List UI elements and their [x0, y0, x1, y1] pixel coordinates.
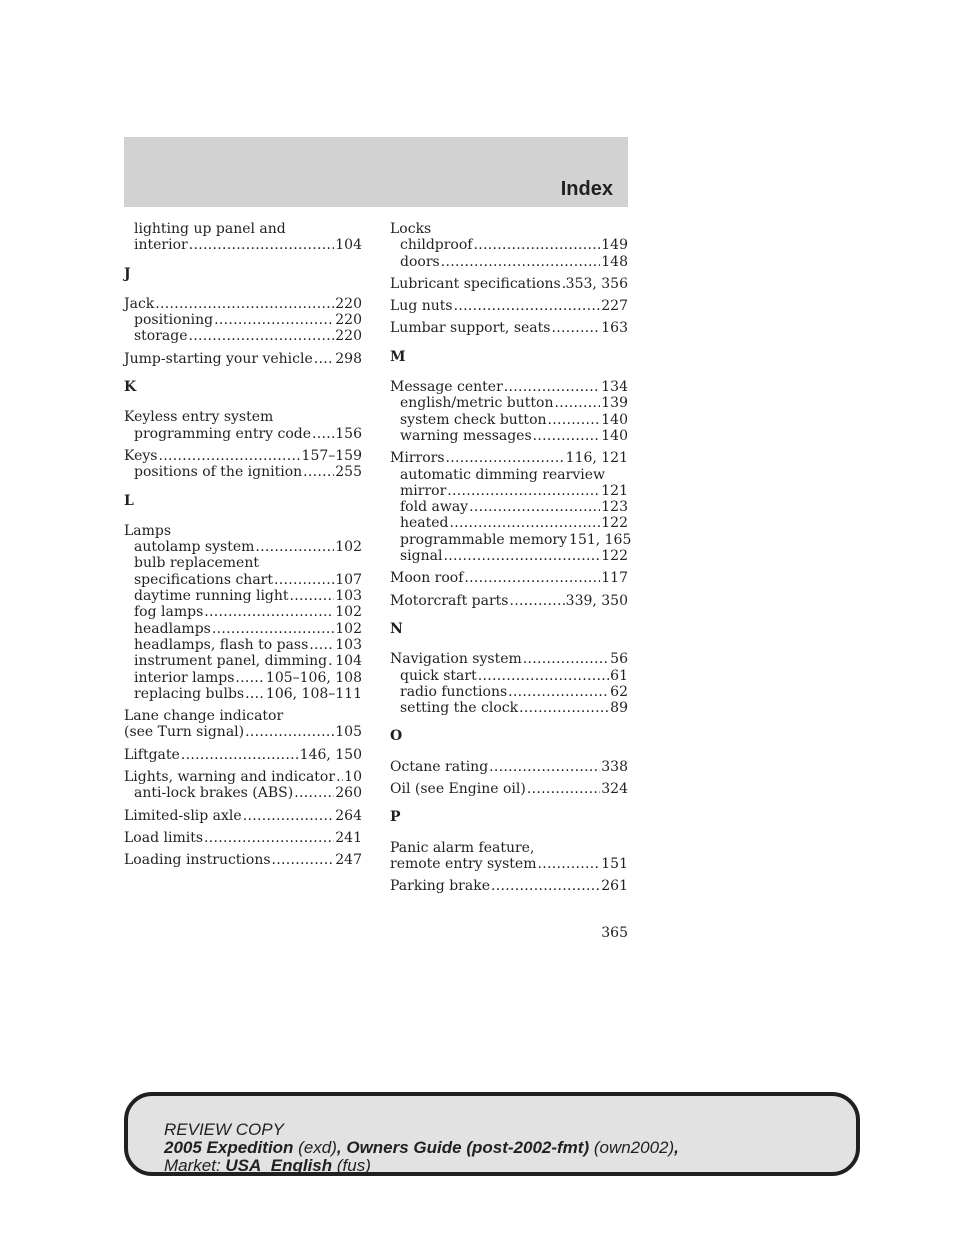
index-subentry-line — [124, 604, 362, 620]
index-entry-line — [124, 523, 362, 539]
leader-dots — [328, 653, 334, 669]
page-reference: 247 — [335, 852, 362, 869]
entry-text: interior lamps — [134, 669, 235, 686]
leader-dots — [290, 588, 335, 604]
index-subentry-line — [390, 483, 628, 499]
page-reference: 104 — [335, 653, 362, 670]
entry-text: warning messages — [400, 427, 532, 444]
entry-text: Mirrors — [390, 450, 445, 467]
leader-dots — [509, 593, 564, 609]
index-entry — [390, 570, 628, 586]
leader-dots — [309, 637, 334, 653]
leader-dots — [469, 499, 600, 515]
index-letter-heading: N — [390, 620, 403, 637]
index-subentry-line — [390, 700, 628, 716]
leader-dots — [204, 604, 334, 620]
entry-text: quick start — [400, 667, 477, 684]
header-band — [124, 137, 628, 207]
index-letter-heading: O — [390, 728, 403, 745]
leader-dots — [336, 769, 343, 785]
page-reference: 121 — [601, 482, 628, 499]
page-reference: 324 — [601, 781, 628, 798]
index-entry — [390, 276, 628, 292]
entry-text: Lumbar support, seats — [390, 320, 551, 337]
index-subentry-line — [124, 464, 362, 480]
index-entry-line — [390, 593, 628, 609]
page-reference: 227 — [601, 298, 628, 315]
leader-dots — [243, 808, 335, 824]
index-entry-line — [390, 450, 628, 466]
leader-dots — [454, 298, 601, 314]
index-entry-line — [124, 747, 362, 763]
page-reference: 107 — [335, 571, 362, 588]
page-reference: 220 — [335, 328, 362, 345]
page-title: Index — [560, 178, 613, 200]
review-copy-footer — [124, 1092, 860, 1176]
leader-dots — [508, 684, 609, 700]
footer-document-line — [164, 1139, 679, 1157]
index-entry — [390, 840, 628, 873]
index-entry-line — [124, 708, 362, 724]
leader-dots — [527, 781, 600, 797]
entry-text: setting the clock — [400, 700, 519, 717]
index-subentry-line — [124, 670, 362, 686]
index-subentry-line — [124, 621, 362, 637]
leader-dots — [189, 328, 335, 344]
page-reference: 61 — [610, 667, 628, 684]
index-subentry-line — [124, 572, 362, 588]
entry-text: replacing bulbs — [134, 685, 245, 702]
leader-dots — [548, 412, 601, 428]
page-reference: 140 — [601, 411, 628, 428]
page-reference: 102 — [335, 604, 362, 621]
leader-dots — [214, 312, 334, 328]
leader-dots — [212, 621, 334, 637]
entry-text: lighting up panel and — [134, 221, 286, 237]
index-subentry-line — [124, 312, 362, 328]
page-reference: 103 — [335, 636, 362, 653]
leader-dots — [274, 572, 334, 588]
entry-text: radio functions — [400, 683, 508, 700]
index-entry — [390, 221, 628, 270]
index-letter-heading: K — [124, 379, 137, 396]
entry-text: Keyless entry system — [124, 409, 274, 426]
index-subentry-line — [124, 785, 362, 801]
page-reference: 151 — [601, 855, 628, 872]
index-subentry-line — [124, 555, 362, 571]
index-entry — [390, 759, 628, 775]
page-reference: 264 — [335, 807, 362, 824]
footer-guide: , Owners Guide (post-2002-fmt) — [336, 1138, 590, 1157]
index-entry — [124, 221, 362, 254]
leader-dots — [235, 670, 265, 686]
leader-dots — [519, 700, 609, 716]
entry-text: Limited-slip axle — [124, 807, 242, 824]
entry-text: positioning — [134, 312, 214, 329]
index-entry — [124, 769, 362, 802]
index-entry — [390, 298, 628, 314]
index-subentry-line — [124, 221, 362, 237]
leader-dots — [255, 539, 334, 555]
entry-text: bulb replacement — [134, 555, 259, 572]
footer-comma: , — [674, 1138, 679, 1157]
index-entry-line — [390, 276, 628, 292]
leader-dots — [272, 852, 335, 868]
entry-text: Lights, warning and indicator — [124, 769, 336, 786]
index-entry-line — [124, 830, 362, 846]
entry-text: (see Turn signal) — [124, 724, 245, 741]
page-reference: 89 — [610, 700, 628, 717]
leader-dots — [189, 237, 335, 253]
index-subentry-line — [390, 684, 628, 700]
entry-text: Moon roof — [390, 570, 464, 587]
index-entry-line — [124, 296, 362, 312]
index-entry — [124, 830, 362, 846]
page-reference: 105–106, 108 — [265, 669, 362, 686]
entry-text: mirror — [400, 482, 447, 499]
entry-text: english/metric button — [400, 395, 554, 412]
leader-dots — [450, 515, 601, 531]
index-entry — [124, 747, 362, 763]
entry-text: Load limits — [124, 829, 204, 846]
index-subentry-line — [390, 531, 632, 548]
entry-text: specifications chart — [134, 571, 273, 588]
index-entry-line — [390, 840, 628, 856]
page-reference: 117 — [601, 570, 628, 587]
entry-text: Panic alarm feature, — [390, 839, 535, 856]
index-entry-line — [390, 651, 628, 667]
entry-text: Parking brake — [390, 878, 490, 895]
entry-text: daytime running light — [134, 588, 289, 605]
leader-dots — [491, 878, 600, 894]
leader-dots — [478, 668, 609, 684]
leader-dots — [464, 570, 600, 586]
page-reference: 105 — [335, 724, 362, 741]
page-reference: 163 — [601, 320, 628, 337]
footer-market-code: (fus) — [332, 1156, 371, 1175]
page-reference: 338 — [601, 758, 628, 775]
entry-text: headlamps, flash to pass — [134, 636, 309, 653]
entry-text: storage — [134, 328, 188, 345]
leader-dots — [489, 759, 600, 775]
index-entry — [390, 878, 628, 894]
index-subentry-line — [390, 515, 628, 531]
entry-text: anti-lock brakes (ABS) — [134, 785, 294, 802]
page-number: 365 — [601, 925, 628, 941]
entry-text: Message center — [390, 379, 503, 396]
index-letter-heading: J — [124, 265, 131, 282]
page-reference: 156 — [335, 425, 362, 442]
entry-text: autolamp system — [134, 539, 255, 556]
index-entry-line — [124, 852, 362, 868]
index-entry — [124, 523, 362, 702]
entry-text: Jump-starting your vehicle — [124, 350, 313, 367]
index-entry-line — [124, 351, 362, 367]
index-subentry-line — [390, 428, 628, 444]
entry-text: Lamps — [124, 522, 172, 539]
index-entry — [390, 651, 628, 716]
page-reference: 134 — [601, 379, 628, 396]
leader-dots — [245, 686, 265, 702]
entry-text: signal — [400, 548, 443, 565]
entry-text: fog lamps — [134, 604, 204, 621]
index-subentry-line — [390, 254, 628, 270]
index-entry-line — [124, 769, 362, 785]
leader-dots — [538, 856, 601, 872]
index-entry-line — [390, 878, 628, 894]
page-reference: 122 — [601, 515, 628, 532]
entry-text: Motorcraft parts — [390, 592, 509, 609]
page-reference: 149 — [601, 237, 628, 254]
index-entry-line — [390, 856, 628, 872]
entry-text: headlamps — [134, 620, 211, 637]
leader-dots — [446, 450, 565, 466]
index-entry-line — [124, 724, 362, 740]
index-entry — [124, 852, 362, 868]
leader-dots — [303, 464, 334, 480]
page-reference: 106, 108–111 — [265, 685, 362, 702]
index-column-right — [390, 221, 632, 901]
leader-dots — [504, 379, 600, 395]
entry-text: Jack — [124, 295, 155, 312]
index-entry — [124, 808, 362, 824]
entry-text: system check button — [400, 411, 547, 428]
entry-text: Keys — [124, 447, 158, 464]
page-reference: 261 — [601, 878, 628, 895]
entry-text: instrument panel, dimming — [134, 653, 328, 670]
page-reference: 353, 356 — [565, 275, 628, 292]
page-reference: 123 — [601, 499, 628, 516]
entry-text: Navigation system — [390, 651, 522, 668]
index-entry-line — [390, 781, 628, 797]
leader-dots — [155, 296, 334, 312]
index-entry-line — [390, 570, 628, 586]
page-reference: 220 — [335, 295, 362, 312]
page-reference: 103 — [335, 588, 362, 605]
entry-text: Loading instructions — [124, 852, 271, 869]
footer-text — [164, 1121, 679, 1175]
footer-title-code: (exd) — [293, 1138, 337, 1157]
footer-review-copy: REVIEW COPY — [164, 1120, 284, 1139]
index-letter-heading: L — [124, 492, 134, 509]
leader-dots — [554, 395, 600, 411]
index-subentry-line — [124, 426, 362, 442]
leader-dots — [443, 548, 600, 564]
entry-text: childproof — [400, 237, 473, 254]
page-reference: 146, 150 — [299, 746, 362, 763]
index-entry-line — [124, 448, 362, 464]
leader-dots — [314, 351, 334, 367]
leader-dots — [523, 651, 609, 667]
footer-market-label: Market: — [164, 1156, 226, 1175]
page-reference: 102 — [335, 620, 362, 637]
leader-dots — [473, 237, 600, 253]
index-entry — [390, 781, 628, 797]
index-entry — [124, 409, 362, 442]
page-reference: 241 — [335, 829, 362, 846]
leader-dots — [562, 276, 565, 292]
leader-dots — [158, 448, 300, 464]
entry-text: fold away — [400, 499, 469, 516]
index-entry — [124, 708, 362, 741]
index-entry — [390, 379, 628, 444]
entry-text: Oil (see Engine oil) — [390, 781, 526, 798]
leader-dots — [312, 426, 334, 442]
leader-dots — [447, 483, 600, 499]
index-subentry-line — [124, 328, 362, 344]
page-reference: 157–159 — [301, 447, 362, 464]
page-reference: 151, 165 — [569, 531, 632, 548]
page-reference: 260 — [335, 785, 362, 802]
index-subentry-line — [124, 539, 362, 555]
index-subentry-line — [124, 237, 362, 253]
index-entry — [124, 448, 362, 481]
footer-guide-code: (own2002) — [589, 1138, 675, 1157]
index-entry — [390, 593, 628, 609]
page-reference: 104 — [335, 237, 362, 254]
index-entry — [124, 351, 362, 367]
page-reference: 148 — [601, 253, 628, 270]
index-subentry-line — [124, 653, 362, 669]
leader-dots — [245, 724, 334, 740]
page-reference: 102 — [335, 539, 362, 556]
index-subentry-line — [390, 499, 628, 515]
entry-text: Lug nuts — [390, 298, 453, 315]
index-entry-line — [124, 409, 362, 425]
page-reference: 339, 350 — [565, 592, 628, 609]
entry-text: Octane rating — [390, 758, 489, 775]
index-subentry-line — [390, 412, 628, 428]
leader-dots — [441, 254, 601, 270]
entry-text: doors — [400, 253, 440, 270]
index-subentry-line — [124, 686, 362, 702]
index-subentry-line — [390, 668, 628, 684]
page-reference: 56 — [610, 651, 628, 668]
index-subentry-line — [124, 637, 362, 653]
page-reference: 139 — [601, 395, 628, 412]
page-reference: 255 — [335, 464, 362, 481]
leader-dots — [294, 785, 334, 801]
entry-text: positions of the ignition — [134, 464, 303, 481]
leader-dots — [551, 320, 600, 336]
index-entry — [124, 296, 362, 345]
page-reference: 62 — [610, 683, 628, 700]
entry-text: Lubricant specifications — [390, 275, 561, 292]
index-subentry-line — [390, 548, 628, 564]
page-reference: 10 — [344, 769, 362, 786]
index-entry-line — [390, 298, 628, 314]
index-column-left — [124, 221, 362, 875]
page-reference: 116, 121 — [565, 450, 628, 467]
index-entry-line — [390, 379, 628, 395]
entry-text: remote entry system — [390, 855, 537, 872]
leader-dots — [204, 830, 334, 846]
footer-market-line — [164, 1157, 679, 1175]
entry-text: interior — [134, 237, 188, 254]
index-subentry-line — [390, 467, 628, 483]
index-letter-heading: P — [390, 809, 401, 826]
leader-dots — [181, 747, 299, 763]
entry-text: heated — [400, 515, 449, 532]
index-entry-line — [390, 320, 628, 336]
footer-title: 2005 Expedition — [164, 1138, 294, 1157]
index-entry — [390, 450, 632, 565]
index-entry-line — [390, 221, 628, 237]
page-reference: 140 — [601, 427, 628, 444]
entry-text: Lane change indicator — [124, 708, 284, 725]
index-subentry-line — [124, 588, 362, 604]
page-reference: 220 — [335, 312, 362, 329]
index-entry — [390, 320, 628, 336]
entry-text: Liftgate — [124, 746, 180, 763]
entry-text: Locks — [390, 221, 432, 237]
page-reference: 298 — [335, 350, 362, 367]
index-subentry-line — [390, 237, 628, 253]
index-entry-line — [390, 759, 628, 775]
page-reference: 122 — [601, 548, 628, 565]
entry-text: programming entry code — [134, 425, 312, 442]
leader-dots — [533, 428, 601, 444]
index-entry-line — [124, 808, 362, 824]
entry-text: automatic dimming rearview — [400, 466, 606, 483]
entry-text: programmable memory — [400, 531, 568, 548]
footer-market: USA_English — [225, 1156, 333, 1175]
index-letter-heading: M — [390, 348, 406, 365]
index-subentry-line — [390, 395, 628, 411]
